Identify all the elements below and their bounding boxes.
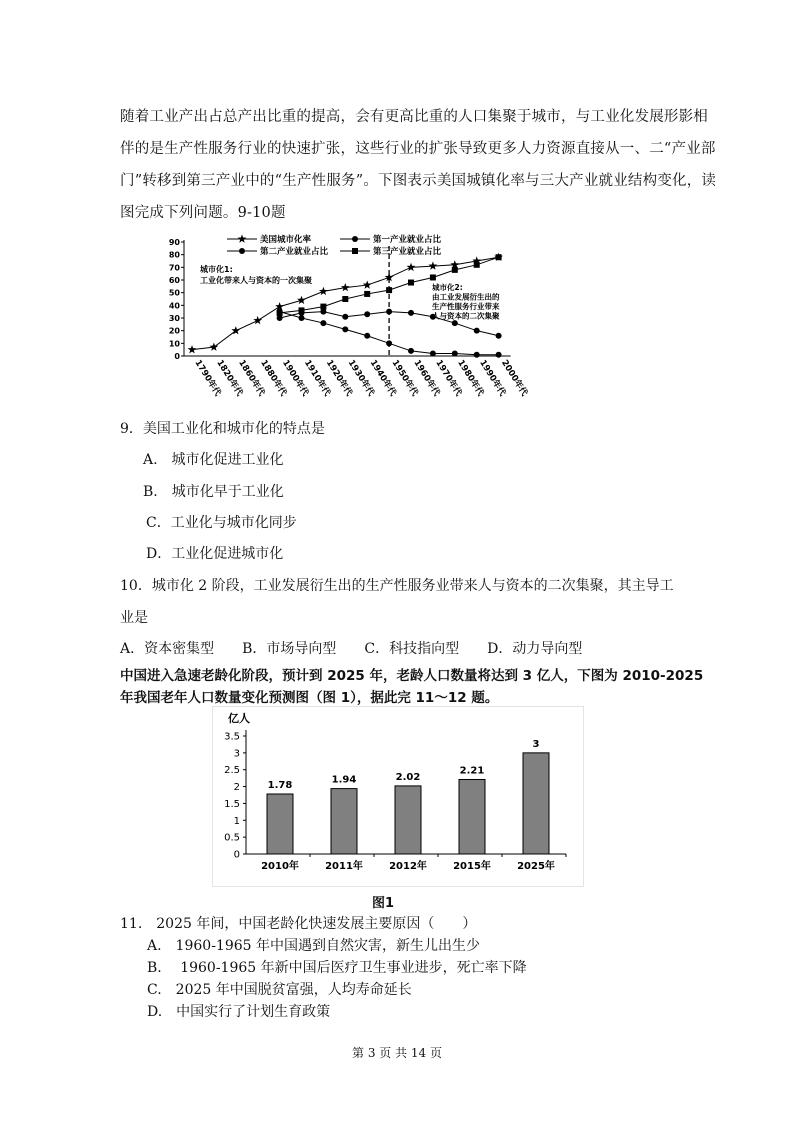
q11-stem: 11. 2025 年间，中国老龄化快速发展主要原因（ ） <box>120 916 477 932</box>
data-point-square <box>430 274 436 280</box>
data-point-star <box>253 316 262 324</box>
data-point-square <box>408 280 414 286</box>
data-point-square <box>277 310 283 316</box>
q9-option-d[interactable]: D．工业化促进城市化 <box>146 546 284 562</box>
data-point-star <box>341 283 350 291</box>
y-tick-label: 2 <box>233 782 240 794</box>
data-point-square <box>342 296 348 302</box>
q11-option-b[interactable]: B. 1960-1965 年新中国后医疗卫生事业进步，死亡率下降 <box>147 960 527 976</box>
y-tick-label: 10 <box>168 339 180 349</box>
data-point-circle <box>408 348 414 354</box>
data-point-circle <box>452 320 458 326</box>
data-point-star <box>363 281 372 289</box>
annotation-1-line: 城市化1: <box>200 265 233 274</box>
q11-option-c[interactable]: C. 2025 年中国脱贫富强，人均寿命延长 <box>147 982 412 998</box>
x-tick-label: 1910年代 <box>301 358 332 399</box>
y-tick-label: 3 <box>233 748 240 760</box>
annotation-2-line: 人与资本的二次集聚 <box>432 311 500 321</box>
x-tick-label: 1990年代 <box>477 358 508 399</box>
y-axis-unit: 亿人 <box>228 712 250 725</box>
data-point-circle <box>408 310 414 316</box>
aging-intro-line2: 年我国老年人口数量变化预测图（图 1），据此完 11～12 题。 <box>120 690 499 706</box>
data-point-square <box>452 267 458 273</box>
data-point-circle <box>342 326 348 332</box>
legend-label: 美国城市化率 <box>260 235 312 245</box>
annotation-1-line: 工业化带来人与资本的一次集聚 <box>200 276 312 285</box>
legend-label: 第二产业就业占比 <box>260 247 329 257</box>
data-point-circle <box>364 333 370 339</box>
x-tick-label: 1880年代 <box>258 358 289 399</box>
legend-label: 第一产业就业占比 <box>373 235 442 245</box>
data-point-star <box>319 287 328 295</box>
y-tick-label: 1.5 <box>224 798 240 810</box>
data-point-star <box>297 296 306 304</box>
intro-paragraph: 随着工业产出占总产出比重的提高，会有更高比重的人口集聚于城市，与工业化发展形影相伴的是生产性服务行业的快速扩张，这些行业的扩张导致更多人力资源直接从一、二“产业部门”转移到第三产业中的“生产性服务”。下图表示美国城镇化率与三大产业就业结构变化，读图完成下列问题。9-10题 <box>120 109 717 221</box>
x-tick-label: 2011年 <box>325 861 363 872</box>
bar-data-label: 2.21 <box>459 765 485 777</box>
x-tick-label: 1980年代 <box>455 358 486 399</box>
bar <box>331 789 357 854</box>
q11-option-a[interactable]: A. 1960-1965 年中国遇到自然灾害，新生儿出生少 <box>147 938 480 954</box>
bar <box>523 753 549 854</box>
bar <box>459 779 485 854</box>
data-point-star <box>210 343 219 351</box>
x-tick-label: 1930年代 <box>345 358 376 399</box>
data-point-star <box>407 263 416 271</box>
us-urbanization-employment-chart <box>168 232 530 404</box>
bar-data-label: 2.02 <box>395 771 421 783</box>
y-tick-label: 50 <box>168 288 180 298</box>
x-tick-label: 2000年代 <box>499 358 530 399</box>
y-tick-label: 20 <box>168 326 180 336</box>
data-point-star <box>238 234 247 242</box>
bar-data-label: 3 <box>532 738 540 750</box>
data-point-circle <box>496 333 502 339</box>
x-tick-label: 1950年代 <box>389 358 420 399</box>
data-point-circle <box>320 320 326 326</box>
data-point-circle <box>342 314 348 320</box>
data-point-circle <box>364 311 370 317</box>
y-tick-label: 40 <box>168 301 180 311</box>
x-tick-label: 1920年代 <box>323 358 354 399</box>
legend-label: 第三产业就业占比 <box>373 247 442 257</box>
y-tick-label: 3.5 <box>224 731 240 743</box>
data-point-square <box>320 304 326 310</box>
data-point-square <box>386 287 392 293</box>
x-tick-label: 1940年代 <box>367 358 398 399</box>
annotation-2-line: 城市化2: <box>432 283 463 292</box>
x-tick-label: 1970年代 <box>433 358 464 399</box>
q10-options[interactable]: A．资本密集型 B．市场导向型 C．科技指向型 D．动力导向型 <box>120 641 583 657</box>
q11-option-d[interactable]: D. 中国实行了计划生育政策 <box>147 1004 331 1020</box>
bar-data-label: 1.94 <box>331 774 357 786</box>
data-point-circle <box>496 352 502 358</box>
y-tick-label: 80 <box>168 250 180 260</box>
q9-stem: 9．美国工业化和城市化的特点是 <box>120 421 325 437</box>
q10-stem-line2: 业是 <box>120 610 148 626</box>
x-tick-label: 1790年代 <box>192 358 223 399</box>
data-point-square <box>364 291 370 297</box>
data-point-star <box>188 345 197 353</box>
china-elderly-population-chart <box>212 706 584 890</box>
x-tick-label: 1900年代 <box>280 358 311 399</box>
x-tick-label: 1820年代 <box>214 358 245 399</box>
x-tick-label: 2010年 <box>261 861 299 872</box>
data-point-circle <box>430 350 436 356</box>
y-tick-label: 0 <box>174 352 180 361</box>
x-tick-label: 1860年代 <box>236 358 267 399</box>
x-tick-label: 2025年 <box>517 861 555 872</box>
y-tick-label: 30 <box>168 314 180 323</box>
y-tick-label: 1 <box>233 815 240 827</box>
x-tick-label: 2015年 <box>453 861 491 872</box>
annotation-2-line: 生产性服务行业带来 <box>432 302 500 311</box>
aging-intro-line1: 中国进入急速老龄化阶段，预计到 2025 年，老龄人口数量将达到 3 亿人，下图为 2010-2025 <box>120 668 704 684</box>
data-point-circle <box>239 248 245 254</box>
x-tick-label: 1960年代 <box>411 358 442 399</box>
x-tick-label: 2012年 <box>389 861 427 872</box>
data-point-circle <box>386 309 392 315</box>
y-tick-label: 2.5 <box>224 765 240 777</box>
data-point-star <box>429 262 438 270</box>
q10-stem-line1: 10．城市化 2 阶段，工业发展衍生出的生产性服务业带来人与资本的二次集聚，其主导工 <box>120 578 674 594</box>
data-point-square <box>299 307 305 313</box>
bar-data-label: 1.78 <box>267 779 293 791</box>
data-point-circle <box>474 328 480 334</box>
q9-option-a[interactable]: A. 城市化促进工业化 <box>143 452 284 468</box>
data-point-square <box>352 248 358 254</box>
data-point-circle <box>452 350 458 356</box>
data-point-circle <box>474 352 480 358</box>
y-tick-label: 0 <box>233 849 240 861</box>
figure-caption: 图1 <box>372 896 395 911</box>
q9-option-b[interactable]: B. 城市化早于工业化 <box>143 484 284 500</box>
data-point-square <box>474 262 480 268</box>
annotation-2-line: 由工业发展衍生出的 <box>432 292 500 302</box>
data-point-circle <box>386 340 392 346</box>
q9-option-c[interactable]: C．工业化与城市化同步 <box>146 515 297 531</box>
y-tick-label: 90 <box>168 238 180 247</box>
y-tick-label: 0.5 <box>224 832 240 844</box>
bar <box>395 786 421 854</box>
data-point-circle <box>352 236 358 242</box>
y-tick-label: 60 <box>168 276 180 285</box>
data-point-square <box>496 254 502 260</box>
y-tick-label: 70 <box>168 263 180 273</box>
bar <box>267 794 293 854</box>
page-footer: 第 3 页 共 14 页 <box>352 1046 442 1060</box>
